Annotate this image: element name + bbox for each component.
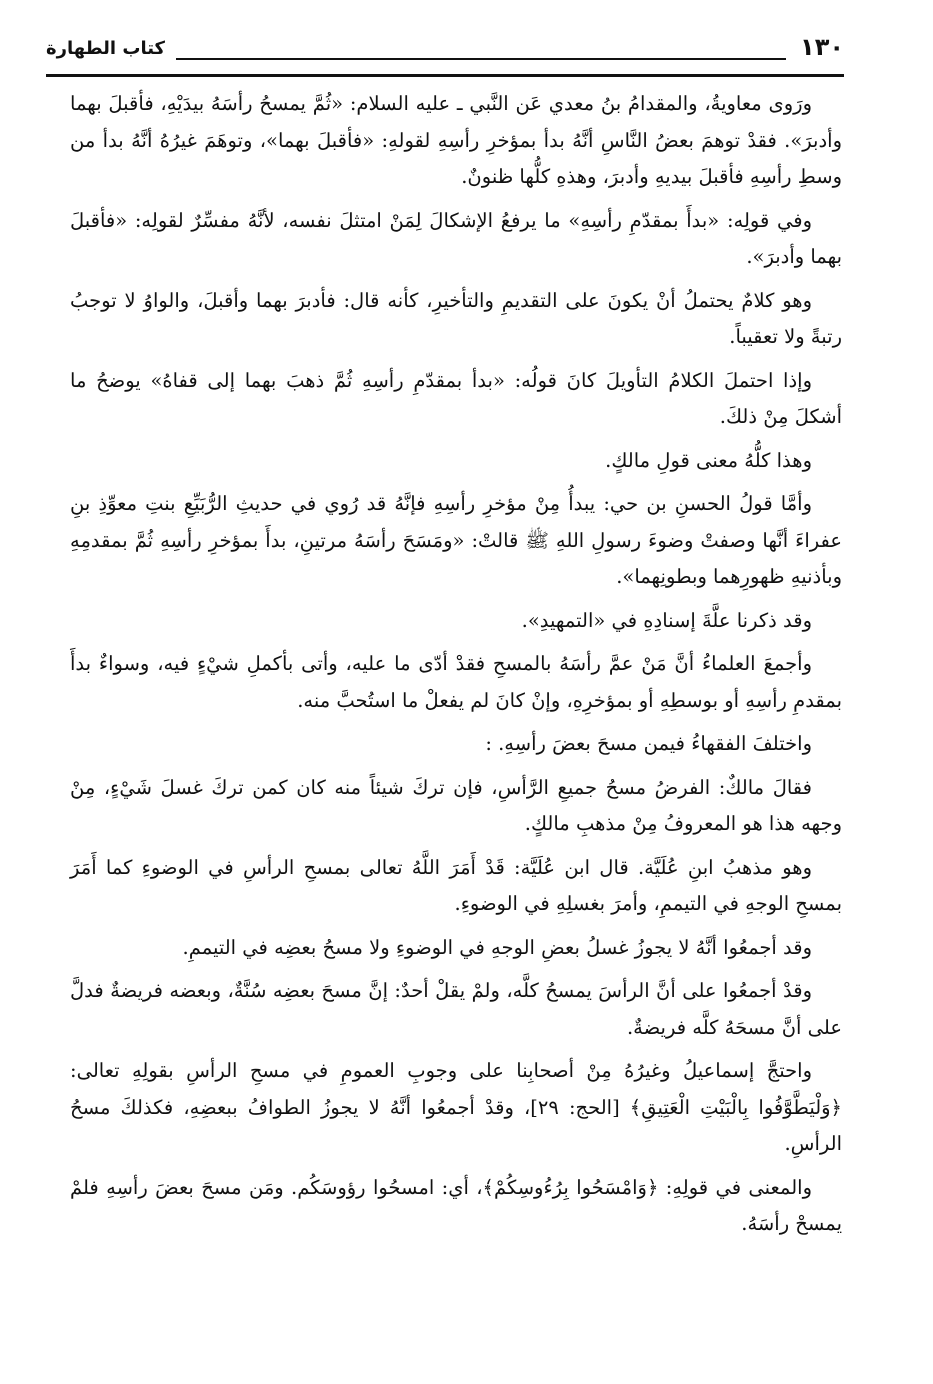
paragraph: وقدْ أجمعُوا على أنَّ الرأسَ يمسحُ كلَّه، ولمْ يقلْ أحدٌ: إنَّ مسحَ بعضِه سُنَّةٌ، وبعضه فريضةٌ فدلَّ على أنَّ مسحَهُ كلَّه فريضةٌ. <box>70 979 842 1039</box>
paragraph: وهو مذهبُ ابنِ عُلَيَّة. قال ابن عُلَيَّة: قَدْ أَمَرَ اللَّهُ تعالى بمسحِ الرأسِ في الوضوءِ كما أَمَرَ بمسحِ الوجهِ في التيممِ، وأمرَ بغسلِهِ في الوضوءِ. <box>70 855 842 915</box>
paragraph: واحتجَّ إسماعيلُ وغيرُهُ مِنْ أصحابِنا على وجوبِ العمومِ في مسحِ الرأسِ بقولِهِ تعالى: ﴿وَلْيَطَّوَّفُوا بِالْبَيْتِ الْعَتِيقِ﴾ [الحج: ٢٩]، وقدْ أجمعُوا أنَّهُ لا يجوزُ الطوافُ ببعضِهِ، فكذلكَ مسحُ الرأسِ. <box>70 1059 842 1155</box>
paragraph: وأجمعَ العلماءُ أنَّ مَنْ عمَّ رأسَهُ بالمسحِ فقدْ أدّى ما عليه، وأتى بأكملِ شيْءٍ فيه، وسواءٌ بدأَ بمقدمِ رأسِهِ أو بوسطِهِ أو بمؤخرِهِ، وإنْ كانَ لم يفعلْ ما استُحبَّ منه. <box>70 652 842 712</box>
paragraph: وفي قولِه: «بدأَ بمقدّمِ رأسِهِ» ما يرفعُ الإشكالَ لِمَنْ امتثلَ نفسه، لأنَّهُ مفسِّرٌ لقولِه: «فأقبلَ بهما وأدبرَ». <box>70 208 842 268</box>
header-divider <box>46 74 844 77</box>
page-body <box>70 86 842 1250</box>
paragraph: ورَوى معاويةُ، والمقدامُ بنُ معدي عَن النَّبي ـ عليه السلام: «ثُمَّ يمسحُ رأسَهُ بيدَيْهِ، فأقبلَ بهما وأدبرَ». فقدْ توهمَ بعضُ النَّاسِ أنَّهُ بدأ بمؤخرِ رأسِهِ لقولهِ: «فأقبلَ بهما»، وتوهَمَ غيرُهُ أنَّهُ بدأ من وسطِ رأسِهِ فأقبلَ بيديهِ وأدبرَ، وهذهِ كلُّها ظنونٌ. <box>70 92 842 188</box>
paragraph: وهذا كلُّهُ معنى قولِ مالكٍ. <box>605 448 812 472</box>
paragraph: فقالَ مالكٌ: الفرضُ مسحُ جميعِ الرَّأسِ، فإن تركَ شيئاً منه كان كمن تركَ غسلَ شَيْءٍ، مِنْ وجهه هذا هو المعروفُ مِنْ مذهبِ مالكٍ. <box>70 775 842 835</box>
paragraph: وقد ذكرنا علَّةَ إسنادِهِ في «التمهيدِ». <box>521 608 812 632</box>
book-title: كتاب الطهارة <box>46 38 166 59</box>
header-title-rule <box>176 58 786 60</box>
page-number: ١٣٠ <box>800 33 844 61</box>
paragraph: وإذا احتملَ الكلامُ التأويلَ كانَ قولُه: «بدأ بمقدّمِ رأسِهِ ثُمَّ ذهبَ بهما إلى قفاهُ» يوضحُ ما أشكلَ مِنْ ذلكَ. <box>70 368 842 428</box>
paragraph: وقد أجمعُوا أنَّهُ لا يجوزُ غسلُ بعضِ الوجهِ في الوضوءِ ولا مسحُ بعضِه في التيممِ. <box>182 935 812 959</box>
paragraph: والمعنى في قولِهِ: ﴿وَامْسَحُوا بِرُءُوسِكُمْ﴾، أي: امسحُوا رؤوسَكُم. ومَن مسحَ بعضَ رأسِهِ فلمْ يمسحْ رأسَهُ. <box>70 1175 842 1235</box>
paragraph: واختلفَ الفقهاءُ فيمن مسحَ بعضَ رأسِهِ. : <box>485 732 812 755</box>
paragraph: وهو كلامٌ يحتملُ أنْ يكونَ على التقديمِ والتأخيرِ، كأنه قال: فأدبرَ بهما وأقبلَ، والواوُ لا توجبُ رتبةً ولا تعقيباً. <box>70 288 842 348</box>
page-header <box>46 28 844 72</box>
paragraph: وأمَّا قولُ الحسنِ بن حي: يبدأُ مِنْ مؤخرِ رأسِهِ فإنَّهُ قد رُوي في حديثِ الرُّبَيِّعِ بنتِ معوِّذِ بنِ عفراءَ أنَّها وصفتْ وضوءَ رسولِ اللهِ ﷺ قالتْ: «ومَسَحَ رأسَهُ مرتينِ، بدأَ بمؤخرِ رأسِهِ ثُمَّ بمقدمِهِ وبأذنيهِ ظهورِهما وبطونِهما». <box>70 492 842 588</box>
